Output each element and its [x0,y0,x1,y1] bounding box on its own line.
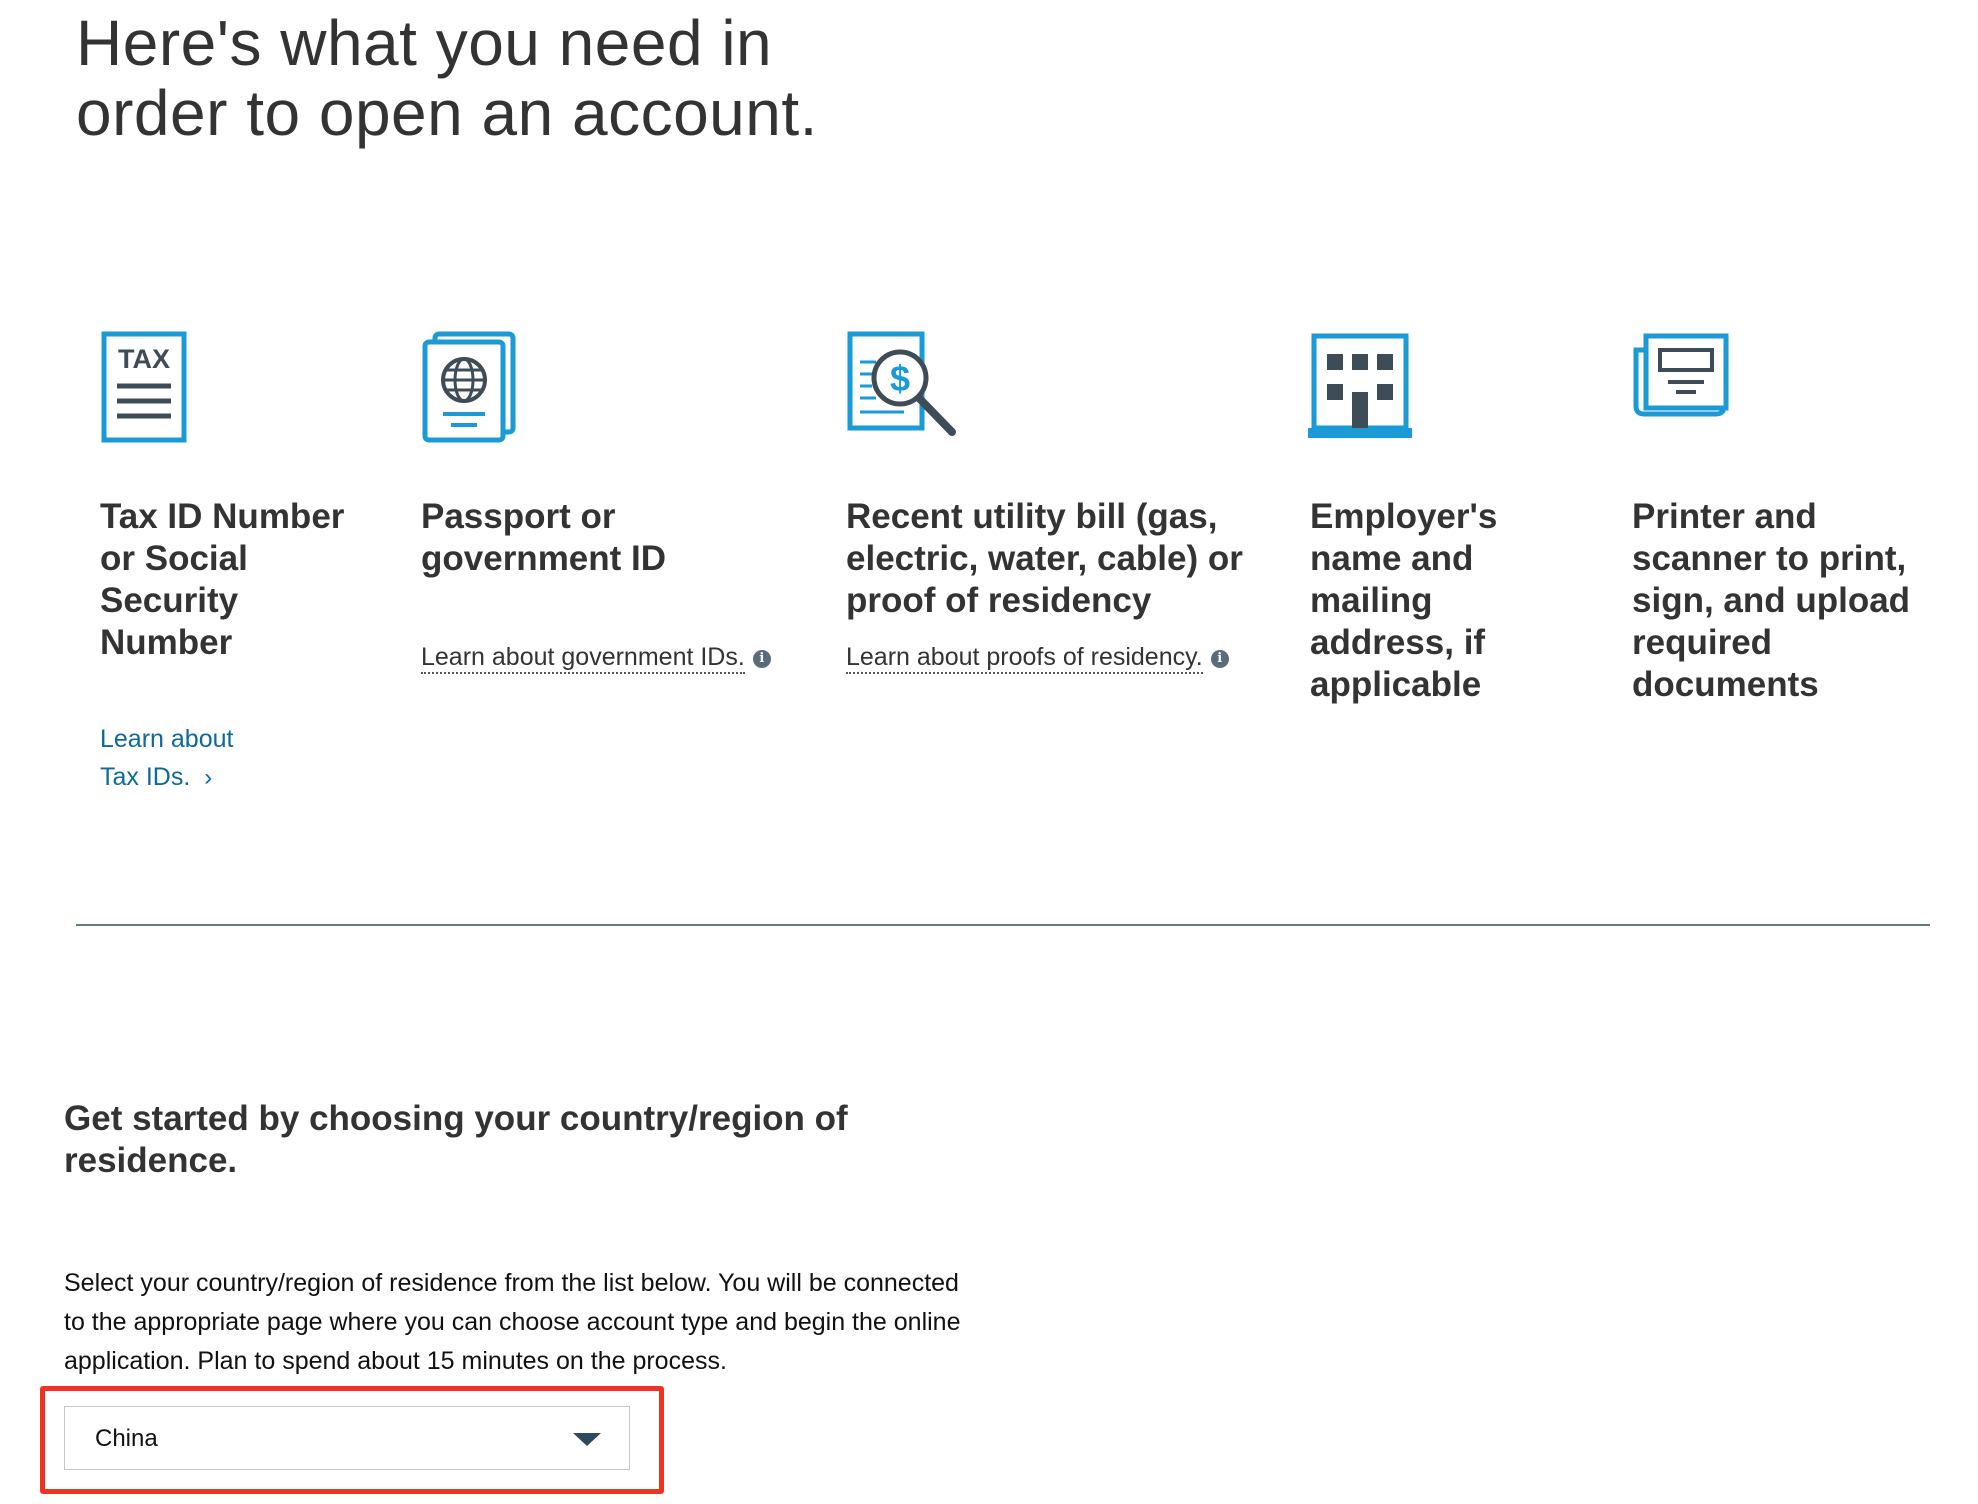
learn-about-tax-ids-link[interactable] [100,720,350,797]
requirement-passport [421,330,801,674]
page-title: Here's what you need in order to open an account. [76,7,818,149]
link-text-line-1: Learn about [100,725,234,753]
chevron-right-icon: › [204,764,213,791]
dropdown-arrow-icon[interactable] [573,1433,601,1446]
utility-bill-search-icon [846,330,962,446]
requirement-printer-scanner [1632,330,1922,706]
section-divider [76,924,1930,926]
requirement-title: Recent utility bill (gas, electric, water, cable) or proof of residency [846,497,1243,620]
svg-text:TAX: TAX [118,344,170,374]
requirement-tax-id [100,330,350,797]
tax-document-icon [100,330,216,446]
country-region-select[interactable] [64,1406,630,1470]
requirement-title: Employer's name and mailing address, if applicable [1310,497,1498,704]
link-text-line-2: Tax IDs. [100,763,191,791]
office-building-icon [1302,330,1418,446]
requirement-title: Passport or government ID [421,497,667,578]
requirement-utility-bill [846,330,1266,674]
printer-scanner-icon [1620,330,1736,446]
learn-about-government-ids-link[interactable]: Learn about government IDs. [421,642,745,674]
passport-icon [421,330,537,446]
info-icon[interactable]: i [753,650,771,668]
residence-heading: Get started by choosing your country/region of residence. [64,1099,848,1180]
requirement-title: Tax ID Number or Social Security Number [100,497,345,662]
residence-instructions: Select your country/region of residence from the list below. You will be connected to the appropriate page where you can choose account type and begin the online application. Plan to spend about 15 minutes on the process. [64,1269,961,1375]
requirement-title: Printer and scanner to print, sign, and upload required documents [1632,497,1911,704]
requirement-employer [1310,330,1560,706]
selected-country: China [95,1425,158,1452]
info-icon[interactable]: i [1211,650,1229,668]
learn-about-proofs-of-residency-link[interactable]: Learn about proofs of residency. [846,642,1203,674]
svg-text:$: $ [889,358,911,399]
